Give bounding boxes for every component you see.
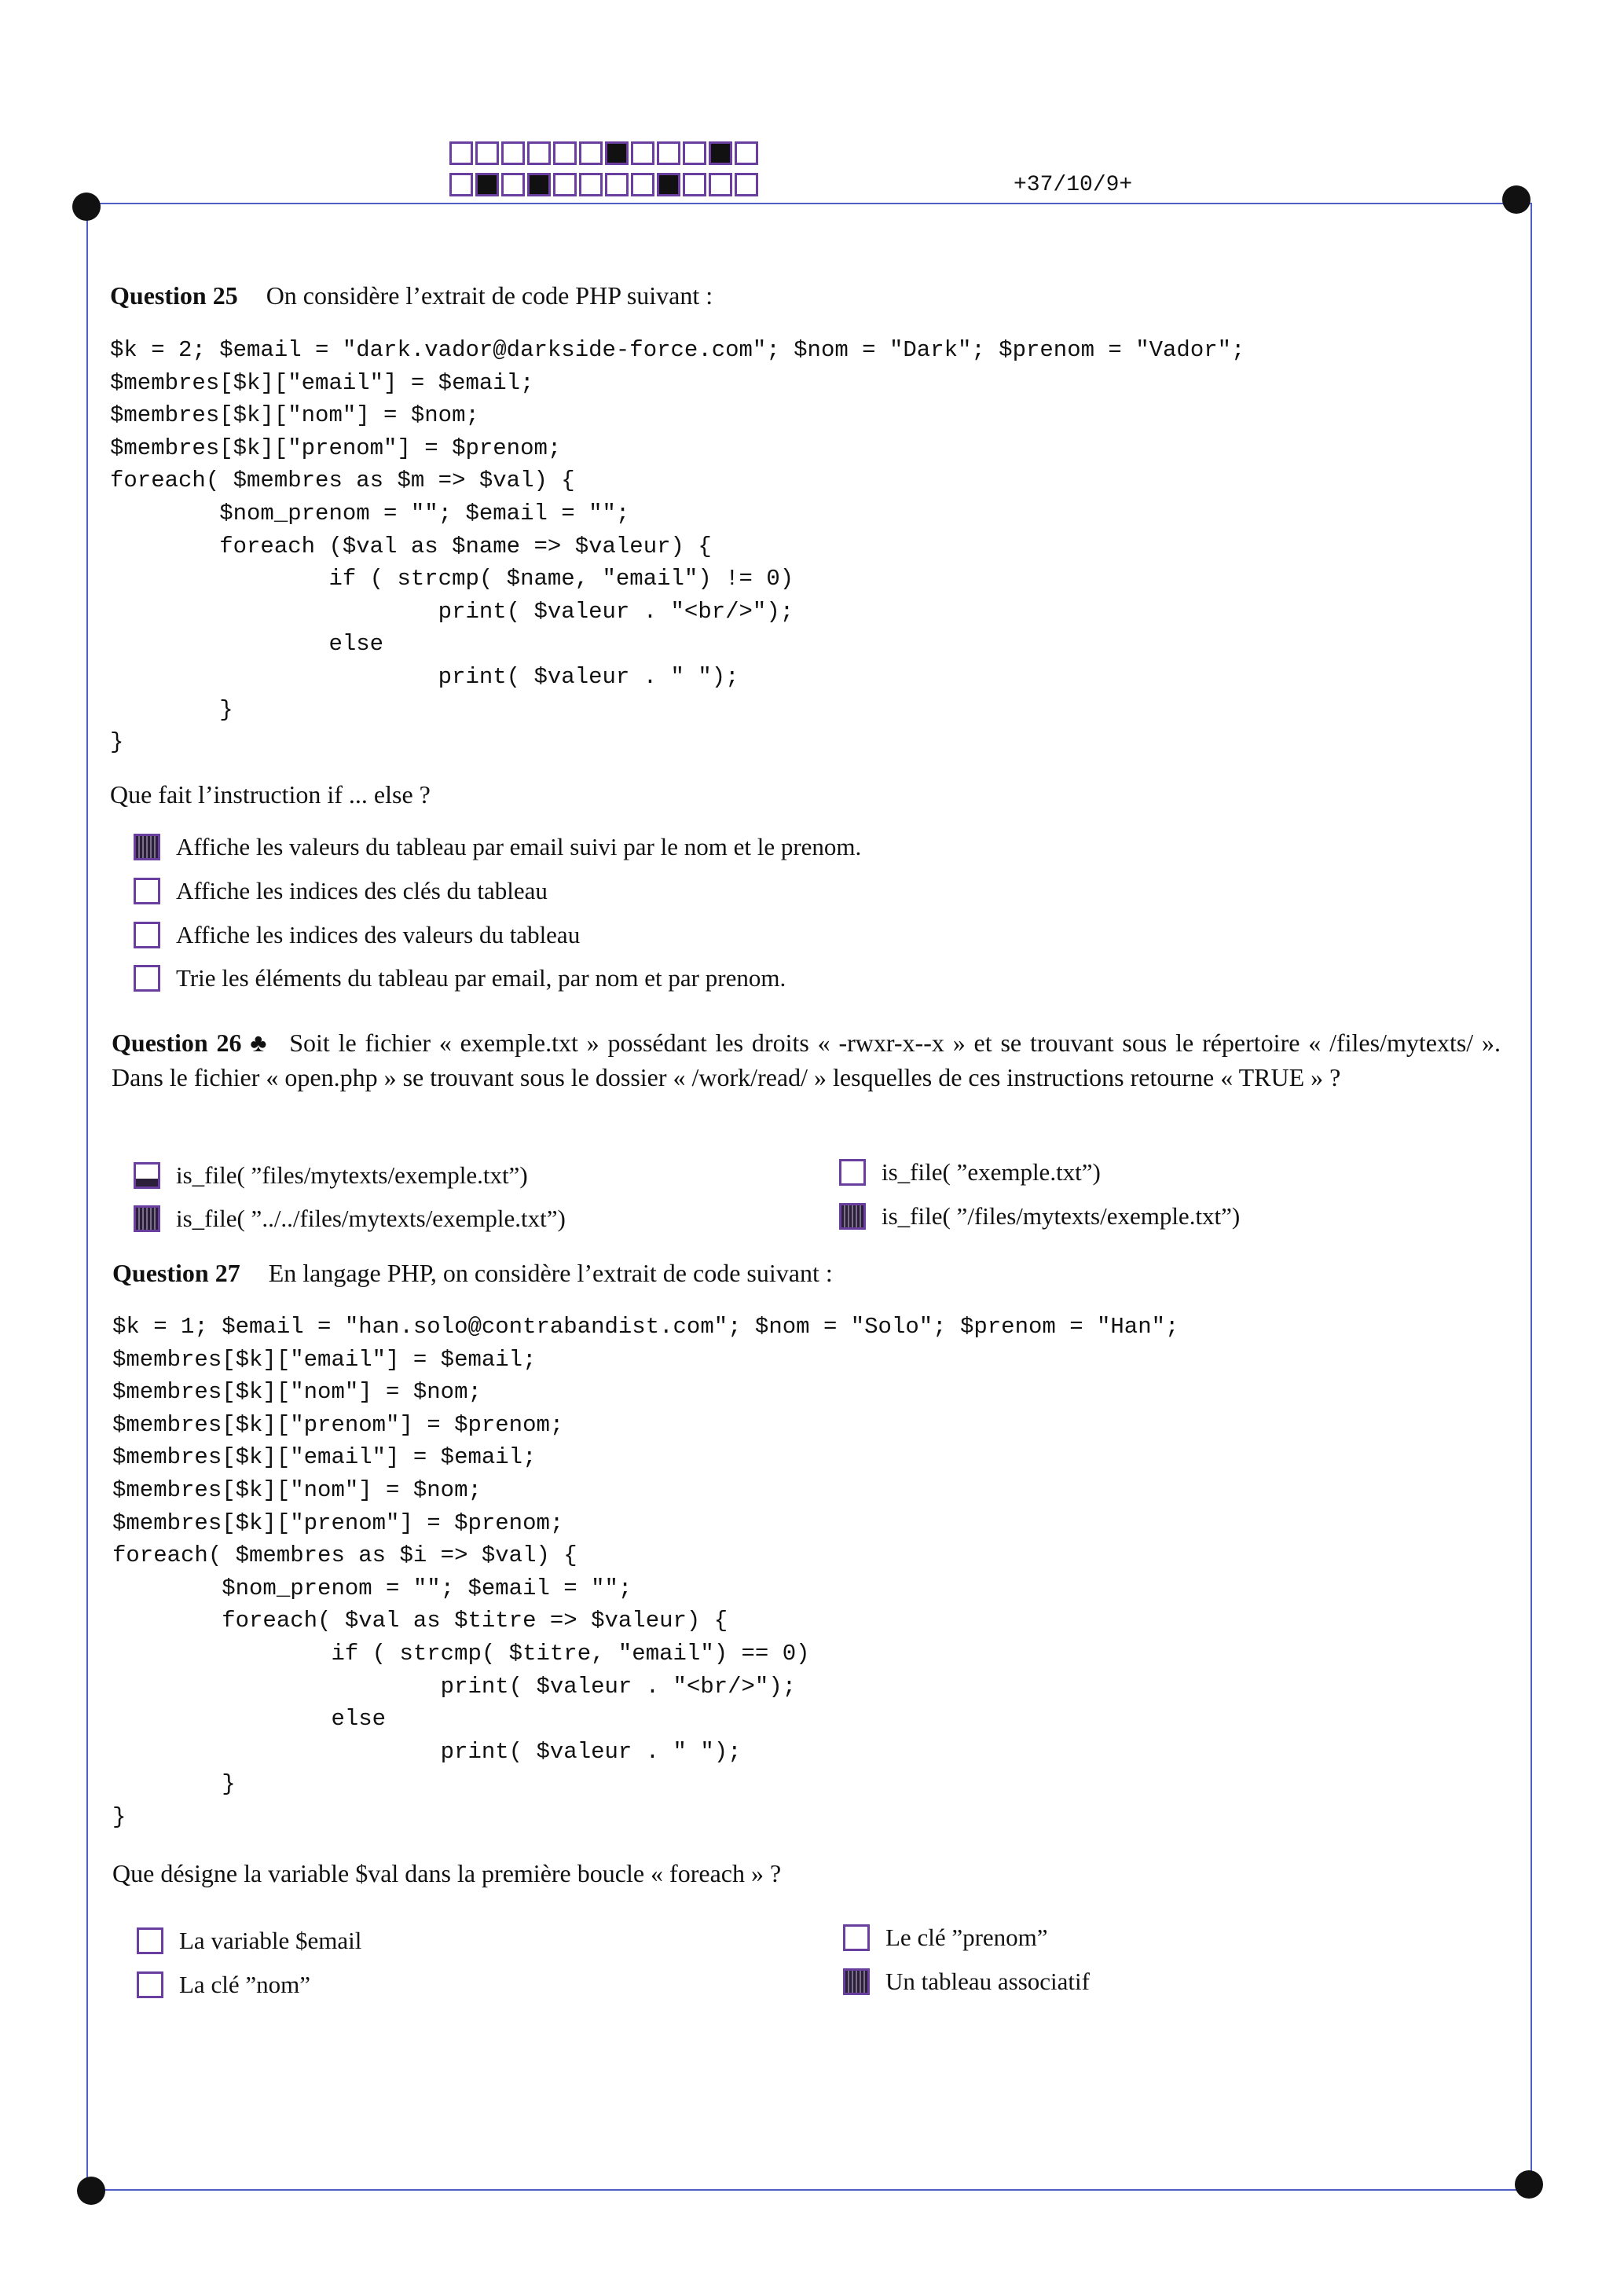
checkbox[interactable] xyxy=(134,965,160,992)
barcode-cell xyxy=(501,173,525,196)
checkbox-partial[interactable] xyxy=(134,1162,160,1189)
barcode-cell xyxy=(683,173,706,196)
answer-text: Affiche les valeurs du tableau par email suivi par le nom et le prenom. xyxy=(176,833,862,860)
barcode-cell xyxy=(501,141,525,165)
barcode-row-2 xyxy=(449,173,761,196)
barcode-cell xyxy=(709,141,732,165)
barcode-cell xyxy=(579,141,603,165)
barcode-row-1 xyxy=(449,141,761,165)
corner-marker-bottom-left xyxy=(77,2177,105,2205)
barcode-cell xyxy=(709,173,732,196)
barcode-cell xyxy=(657,141,680,165)
answer-text: La variable $email xyxy=(179,1927,362,1954)
q27-code: $k = 1; $email = "han.solo@contrabandist.com"; $nom = "Solo"; $prenom = "Han"; $membres[$k]["email"] = $email; $membres[$k]["nom"] = $nom; $membres[$k]["prenom"] = $prenom; $membres[$k]["email"] = $email; $membres[$k]["nom"] = $nom; $membres[$k]["prenom"] = $prenom; foreach( $membres as $i => $val) { $nom_prenom = ""; $email = ""; foreach( $val as $titre => $valeur) { if ( strcmp( $titre, "email") == 0) print( $valeur . "<br/>"); else print( $valeur . " "); } } xyxy=(112,1314,1179,1830)
q26-label: Question 26 ♣ xyxy=(112,1029,269,1057)
barcode-cell xyxy=(475,141,499,165)
barcode-cell xyxy=(657,173,680,196)
answer-text: Affiche les indices des valeurs du tableau xyxy=(176,921,581,948)
q25-intro: On considère l’extrait de code PHP suivant : xyxy=(266,281,713,310)
answer-text: is_file( ”exemple.txt”) xyxy=(882,1158,1101,1186)
barcode-cell xyxy=(735,173,758,196)
q27-answer-2[interactable] xyxy=(137,1971,310,1999)
q26-answer-1[interactable] xyxy=(134,1161,528,1190)
answer-text: Le clé ”prenom” xyxy=(885,1924,1048,1951)
q25-answer-2[interactable] xyxy=(134,877,548,905)
checkbox[interactable] xyxy=(134,878,160,904)
barcode-cell xyxy=(735,141,758,165)
checkbox-checked[interactable] xyxy=(134,1205,160,1232)
checkbox[interactable] xyxy=(839,1159,866,1186)
barcode-cell xyxy=(527,141,551,165)
q25-answer-3[interactable] xyxy=(134,921,580,949)
corner-marker-top-left xyxy=(72,193,101,221)
q26-answer-4[interactable] xyxy=(839,1202,1240,1231)
q27-question: Que désigne la variable $val dans la première boucle « foreach » ? xyxy=(112,1859,782,1887)
q25-heading xyxy=(110,281,713,310)
q25-answer-4[interactable] xyxy=(134,964,786,992)
checkbox-checked[interactable] xyxy=(843,1968,870,1995)
corner-marker-top-right xyxy=(1502,185,1531,214)
q27-answer-1[interactable] xyxy=(137,1927,361,1955)
barcode-cell xyxy=(475,173,499,196)
q26-answer-2[interactable] xyxy=(134,1205,566,1233)
checkbox-checked[interactable] xyxy=(839,1203,866,1230)
q26-text-block xyxy=(112,1025,1501,1095)
q26-text: Soit le fichier « exemple.txt » possédant les droits « -rwxr-x--x » et se trouvant sous le répertoire « /files/mytexts/ ». Dans le fichier « open.php » se trouvant sous le dossier « /work/read/ » lesquelles de ces instructions retourne « TRUE » ? xyxy=(112,1029,1501,1091)
answer-text: Trie les éléments du tableau par email, par nom et par prenom. xyxy=(176,964,786,992)
exam-id: +37/10/9+ xyxy=(1014,173,1133,197)
barcode-cell xyxy=(579,173,603,196)
q27-label: Question 27 xyxy=(112,1259,240,1287)
checkbox[interactable] xyxy=(843,1924,870,1951)
barcode-cell xyxy=(449,173,473,196)
q26-answer-3[interactable] xyxy=(839,1158,1101,1187)
barcode-cell xyxy=(527,173,551,196)
q27-heading xyxy=(112,1259,833,1288)
answer-text: is_file( ”../../files/mytexts/exemple.txt”) xyxy=(176,1205,566,1232)
q25-label: Question 25 xyxy=(110,281,238,310)
q27-answer-4[interactable] xyxy=(843,1968,1090,1996)
corner-marker-bottom-right xyxy=(1515,2170,1543,2199)
answer-text: Un tableau associatif xyxy=(885,1968,1090,1995)
q25-answer-1[interactable] xyxy=(134,833,861,861)
answer-text: La clé ”nom” xyxy=(179,1971,310,1998)
barcode-cell xyxy=(683,141,706,165)
barcode-cell xyxy=(553,173,577,196)
barcode-cell xyxy=(553,141,577,165)
checkbox-checked[interactable] xyxy=(134,834,160,860)
q27-intro: En langage PHP, on considère l’extrait de code suivant : xyxy=(268,1259,833,1287)
checkbox[interactable] xyxy=(134,922,160,948)
barcode-cell xyxy=(449,141,473,165)
answer-text: is_file( ”files/mytexts/exemple.txt”) xyxy=(176,1161,528,1189)
answer-text: is_file( ”/files/mytexts/exemple.txt”) xyxy=(882,1202,1241,1230)
q27-answer-3[interactable] xyxy=(843,1924,1048,1952)
checkbox[interactable] xyxy=(137,1971,163,1998)
answer-text: Affiche les indices des clés du tableau xyxy=(176,877,548,904)
q25-question: Que fait l’instruction if ... else ? xyxy=(110,780,431,809)
checkbox[interactable] xyxy=(137,1927,163,1954)
barcode-cell xyxy=(605,141,629,165)
barcode-cell xyxy=(605,173,629,196)
q25-code: $k = 2; $email = "dark.vador@darkside-force.com"; $nom = "Dark"; $prenom = "Vador"; $membres[$k]["email"] = $email; $membres[$k]["nom"] = $nom; $membres[$k]["prenom"] = $prenom; foreach( $membres as $m => $val) { $nom_prenom = ""; $email = ""; foreach ($val as $name => $valeur) { if ( strcmp( $name, "email") != 0) print( $valeur . "<br/>"); else print( $valeur . " "); } } xyxy=(110,337,1245,756)
barcode-cell xyxy=(631,141,654,165)
barcode-cell xyxy=(631,173,654,196)
